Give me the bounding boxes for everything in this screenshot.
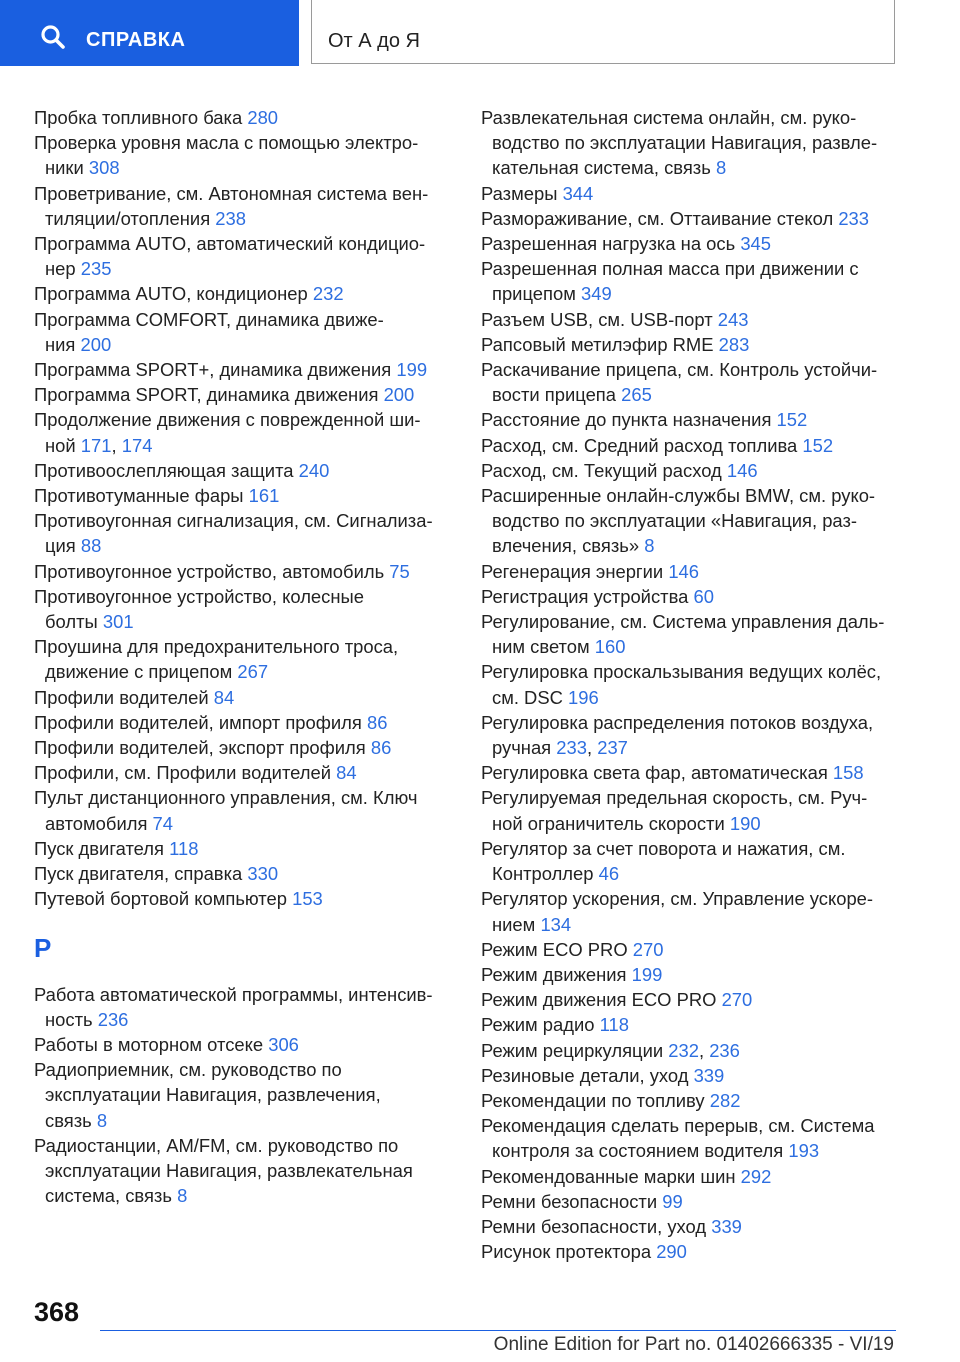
entry-text: Рекомендации по топливу — [481, 1089, 705, 1111]
entry-text: Режим ECO PRO — [481, 938, 628, 960]
index-entry — [34, 785, 449, 835]
index-entry — [34, 382, 449, 407]
index-entry — [481, 760, 901, 785]
entry-text: ной ограничитель скорости — [492, 812, 725, 834]
entry-text: Разрешенная нагрузка на ось — [481, 233, 736, 255]
page-link[interactable]: 233 — [838, 207, 869, 229]
entry-text: Регулирование, см. Система управления даль- — [481, 611, 885, 633]
index-entry — [481, 357, 901, 407]
page-link[interactable]: 236 — [97, 1008, 129, 1030]
index-entry — [481, 307, 901, 332]
index-entry — [481, 937, 901, 962]
page-link[interactable]: 118 — [599, 1014, 629, 1036]
index-entry — [34, 357, 449, 382]
index-entry — [34, 1133, 449, 1209]
entry-text: Работы в моторном отсеке — [34, 1033, 264, 1055]
page-link[interactable]: 171 — [80, 434, 112, 456]
index-list-r — [34, 982, 449, 1209]
page-link[interactable]: 8 — [177, 1185, 188, 1207]
page-link[interactable]: 153 — [292, 888, 323, 910]
entry-text: Профили водителей — [34, 686, 209, 708]
page-link[interactable]: 301 — [102, 611, 134, 633]
entry-text: Противотуманные фары — [34, 485, 244, 507]
index-entry — [481, 231, 901, 256]
entry-text: Расстояние до пункта назначения — [481, 409, 772, 431]
page-link[interactable]: 118 — [169, 837, 199, 859]
index-entry — [481, 886, 901, 936]
index-entry — [481, 1164, 901, 1189]
entry-text: ним светом — [492, 636, 590, 658]
index-entry — [481, 1239, 901, 1264]
index-entry — [481, 206, 901, 231]
page-link[interactable]: 235 — [80, 258, 112, 280]
index-entry — [34, 584, 449, 634]
entry-text: Работа автоматической программы, интенсив- — [34, 983, 433, 1005]
entry-text: Рисунок протектора — [481, 1241, 652, 1263]
page-link[interactable]: 240 — [298, 459, 330, 481]
entry-text: Ремни безопасности, уход — [481, 1215, 707, 1237]
entry-text: Программа SPORT+, динамика движения — [34, 359, 392, 381]
entry-text: Рекомендованные марки шин — [481, 1165, 736, 1187]
index-entry — [34, 559, 449, 584]
index-entry — [34, 886, 449, 911]
index-entry — [481, 609, 901, 659]
entry-text: влечения, связь» — [492, 535, 640, 557]
entry-text: Резиновые детали, уход — [481, 1064, 689, 1086]
index-entry — [481, 458, 901, 483]
page-link[interactable]: 306 — [268, 1033, 299, 1055]
index-entry — [34, 281, 449, 306]
entry-text: Профили водителей, импорт профиля — [34, 711, 362, 733]
entry-text: болты — [45, 611, 98, 633]
index-entry — [34, 735, 449, 760]
entry-text: Проветривание, см. Автономная система вен- — [34, 182, 429, 204]
page-link[interactable]: 232 — [668, 1039, 699, 1061]
entry-text: Регулятор за счет поворота и нажатия, см. — [481, 837, 846, 859]
page-link[interactable]: 86 — [366, 711, 388, 733]
entry-text: Программа AUTO, автоматический кондицио- — [34, 233, 426, 255]
entry-text: Проушина для предохранительного троса, — [34, 636, 399, 658]
search-tab[interactable] — [0, 0, 299, 66]
index-entry — [481, 1113, 901, 1163]
index-entry: Регулировка распределения потоков воздуха, ручная 233, 237 — [481, 711, 874, 759]
entry-text: Регулятор ускорения, см. Управление ускоре- — [481, 888, 874, 910]
index-tab-label: От А до Я — [328, 30, 420, 52]
index-entry — [481, 407, 901, 432]
entry-text: нер — [45, 258, 76, 280]
page-link[interactable]: 99 — [662, 1190, 683, 1212]
index-entry — [34, 130, 449, 180]
index-entry — [481, 659, 901, 709]
index-entry — [34, 231, 449, 281]
index-entry — [481, 256, 901, 306]
entry-text: Регулировка распределения потоков воздуха, — [481, 711, 874, 733]
index-list-r-continued — [481, 105, 901, 1264]
entry-text: см. DSC — [492, 686, 563, 708]
page-link[interactable]: 199 — [631, 963, 663, 985]
entry-text: Размеры — [481, 182, 558, 204]
page-link[interactable]: 152 — [776, 409, 808, 431]
page-link[interactable]: 152 — [802, 434, 834, 456]
page-link[interactable]: 232 — [312, 283, 344, 305]
index-entry — [481, 584, 901, 609]
header — [0, 0, 960, 66]
page-link[interactable]: 74 — [152, 812, 173, 834]
entry-text: Противоугонное устройство, колесные — [34, 585, 364, 607]
entry-text: Пробка топливного бака — [34, 107, 243, 128]
page-link[interactable]: 146 — [668, 560, 699, 582]
entry-text: ния — [45, 333, 76, 355]
page-link[interactable]: 158 — [832, 762, 864, 784]
index-entry — [34, 710, 449, 735]
index-entry: Режим рециркуляции 232, 236 — [481, 1039, 740, 1061]
page-link[interactable]: 88 — [80, 535, 102, 557]
page-link[interactable]: 280 — [247, 107, 279, 128]
entry-text: Регулировка проскальзывания ведущих колёс, — [481, 661, 882, 683]
page-link[interactable]: 243 — [717, 308, 749, 330]
index-entry — [34, 685, 449, 710]
entry-text: Режим движения — [481, 963, 627, 985]
entry-text: автомобиля — [45, 812, 148, 834]
page-link[interactable]: 345 — [740, 233, 771, 255]
index-entry: Продолжение движения с поврежденной ши- ной 171, 174 — [34, 409, 421, 456]
index-entry — [481, 962, 901, 987]
page-link[interactable]: 308 — [88, 157, 120, 179]
search-icon — [40, 24, 66, 50]
index-entry — [34, 483, 449, 508]
entry-text: Рекомендация сделать перерыв, см. Система — [481, 1115, 875, 1137]
index-entry — [481, 1012, 901, 1037]
entry-text: тиляции/отопления — [45, 207, 211, 229]
page-link[interactable]: 270 — [632, 938, 664, 960]
entry-text: Радиоприемник, см. руководство по — [34, 1059, 342, 1081]
entry-text: водство по эксплуатации «Навигация, раз- — [492, 510, 858, 532]
index-entry — [34, 307, 449, 357]
page-link[interactable]: 283 — [718, 333, 750, 355]
entry-text: Размораживание, см. Оттаивание стекол — [481, 207, 834, 229]
page-link[interactable]: 8 — [715, 157, 727, 179]
page-link[interactable]: 86 — [370, 737, 392, 759]
page-link[interactable]: 196 — [568, 686, 599, 708]
entry-text: система, связь — [45, 1185, 172, 1207]
index-entry — [481, 1088, 901, 1113]
page-link[interactable]: 84 — [213, 686, 235, 708]
entry-text: водство по эксплуатации Навигация, развле- — [492, 132, 878, 154]
index-entry — [481, 181, 901, 206]
page-link[interactable]: 161 — [248, 485, 280, 507]
index-list-p — [34, 105, 449, 912]
page-link[interactable]: 193 — [788, 1140, 820, 1162]
right-column — [481, 105, 901, 1264]
index-entry — [481, 1214, 901, 1239]
index-entry — [481, 785, 901, 835]
entry-text: Регистрация устройства — [481, 585, 689, 607]
page-link[interactable]: 160 — [594, 636, 626, 658]
page-link[interactable]: 349 — [580, 283, 612, 305]
index-entry — [34, 861, 449, 886]
entry-text: ность — [45, 1008, 93, 1030]
page-link[interactable]: 200 — [383, 384, 415, 406]
entry-text: кательная система, связь — [492, 157, 711, 179]
page-link[interactable]: 282 — [709, 1089, 741, 1111]
page-link[interactable]: 267 — [237, 661, 269, 683]
index-tab[interactable] — [311, 0, 895, 64]
index-entry — [34, 836, 449, 861]
entry-text: эксплуатации Навигация, развлекательная — [45, 1159, 413, 1181]
index-entry — [481, 332, 901, 357]
entry-text: Пульт дистанционного управления, см. Ключ — [34, 787, 418, 809]
index-entry — [481, 987, 901, 1012]
page-link[interactable]: 290 — [656, 1241, 687, 1263]
entry-text: Путевой бортовой компьютер — [34, 888, 287, 910]
page-link[interactable]: 199 — [396, 359, 428, 381]
page-link[interactable]: 330 — [247, 863, 279, 885]
index-entry — [481, 483, 901, 559]
entry-text: Расширенные онлайн-службы BMW, см. руко- — [481, 485, 876, 507]
edition-footer: Online Edition for Part no. 01402666335 - VI/19 — [493, 1334, 894, 1355]
page-link[interactable]: 292 — [740, 1165, 772, 1187]
entry-text: Раскачивание прицепа, см. Контроль устойчи- — [481, 359, 878, 381]
entry-text: Контроллер — [492, 863, 594, 885]
entry-text: движение с прицепом — [45, 661, 233, 683]
entry-text: Регулируемая предельная скорость, см. Руч- — [481, 787, 868, 809]
entry-text: нием — [492, 913, 536, 935]
index-entry — [481, 1063, 901, 1088]
entry-text: Пуск двигателя — [34, 837, 164, 859]
entry-text: контроля за состоянием водителя — [492, 1140, 784, 1162]
entry-text: Ремни безопасности — [481, 1190, 658, 1212]
page-link[interactable]: 8 — [96, 1109, 108, 1131]
page-link[interactable]: 8 — [644, 535, 655, 557]
page-link[interactable]: 265 — [621, 384, 652, 406]
page-link[interactable]: 146 — [726, 459, 758, 481]
entry-text: Регулировка света фар, автоматическая — [481, 762, 828, 784]
page-link[interactable]: 60 — [693, 585, 714, 607]
entry-text: ручная — [492, 737, 552, 759]
entry-text: Расход, см. Средний расход топлива — [481, 434, 798, 456]
entry-text: Рапсовый метилэфир RME — [481, 333, 714, 355]
entry-text: Профили водителей, экспорт профиля — [34, 737, 366, 759]
entry-text: Программа COMFORT, динамика движе- — [34, 308, 384, 330]
page-link[interactable]: 233 — [556, 737, 587, 759]
page-number: 368 — [34, 1297, 80, 1327]
index-entry — [34, 508, 449, 558]
entry-text: вости прицепа — [492, 384, 616, 406]
entry-text: Проверка уровня масла с помощью электро- — [34, 132, 419, 154]
index-entry — [34, 1057, 449, 1133]
entry-text: Противоугонная сигнализация, см. Сигнализа- — [34, 510, 433, 532]
entry-text: Противоослепляющая защита — [34, 459, 294, 481]
entry-text: Программа AUTO, кондиционер — [34, 283, 308, 305]
search-tab-label: СПРАВКА — [86, 29, 186, 51]
index-entry — [34, 458, 449, 483]
entry-text: Пуск двигателя, справка — [34, 863, 243, 885]
page-link[interactable]: 237 — [597, 737, 628, 759]
page-link[interactable]: 174 — [121, 434, 153, 456]
index-entry — [481, 559, 901, 584]
page-link[interactable]: 134 — [540, 913, 572, 935]
entry-text: ной — [45, 434, 76, 456]
index-entry — [34, 1032, 449, 1057]
page-link[interactable]: 238 — [215, 207, 246, 229]
entry-text: эксплуатации Навигация, развлечения, — [45, 1084, 381, 1106]
entry-text: Расход, см. Текущий расход — [481, 459, 722, 481]
entry-text: Регенерация энергии — [481, 560, 664, 582]
entry-text: Разрешенная полная масса при движении с — [481, 258, 859, 280]
entry-text: Режим радио — [481, 1014, 595, 1036]
page-link[interactable]: 190 — [729, 812, 761, 834]
index-entry — [34, 105, 449, 130]
entry-text: связь — [45, 1109, 92, 1131]
page-link[interactable]: 200 — [80, 333, 112, 355]
entry-text: Продолжение движения с поврежденной ши- — [34, 409, 421, 431]
page-link[interactable]: 339 — [711, 1215, 742, 1237]
entry-text: ция — [45, 535, 76, 557]
entry-text: прицепом — [492, 283, 576, 305]
index-entry — [34, 634, 449, 684]
entry-text: Режим движения ECO PRO — [481, 989, 717, 1011]
index-entry — [34, 982, 449, 1032]
index-entry — [481, 105, 901, 181]
page-link[interactable]: 270 — [721, 989, 753, 1011]
entry-text: Развлекательная система онлайн, см. руко- — [481, 107, 857, 128]
entry-text: Противоугонное устройство, автомобиль — [34, 560, 385, 582]
page-link[interactable]: 84 — [336, 762, 357, 784]
index-entry — [481, 433, 901, 458]
entry-text: Режим рециркуляции — [481, 1039, 664, 1061]
page-link[interactable]: 339 — [693, 1064, 725, 1086]
entry-text: Программа SPORT, динамика движения — [34, 384, 379, 406]
section-letter: Р — [34, 932, 52, 963]
left-column — [34, 105, 449, 1208]
page-link[interactable]: 236 — [709, 1039, 740, 1061]
index-entry — [481, 836, 901, 886]
page-link[interactable]: 75 — [389, 560, 410, 582]
entry-text: Радиостанции, AM/FM, см. руководство по — [34, 1134, 399, 1156]
index-entry — [481, 1189, 901, 1214]
entry-text: Профили, см. Профили водителей — [34, 762, 332, 784]
page-link[interactable]: 46 — [598, 863, 620, 885]
index-entry — [34, 181, 449, 231]
entry-text: Разъем USB, см. USB-порт — [481, 308, 713, 330]
page-link[interactable]: 344 — [562, 182, 594, 204]
entry-text: ники — [45, 157, 84, 179]
index-entry — [34, 760, 449, 785]
